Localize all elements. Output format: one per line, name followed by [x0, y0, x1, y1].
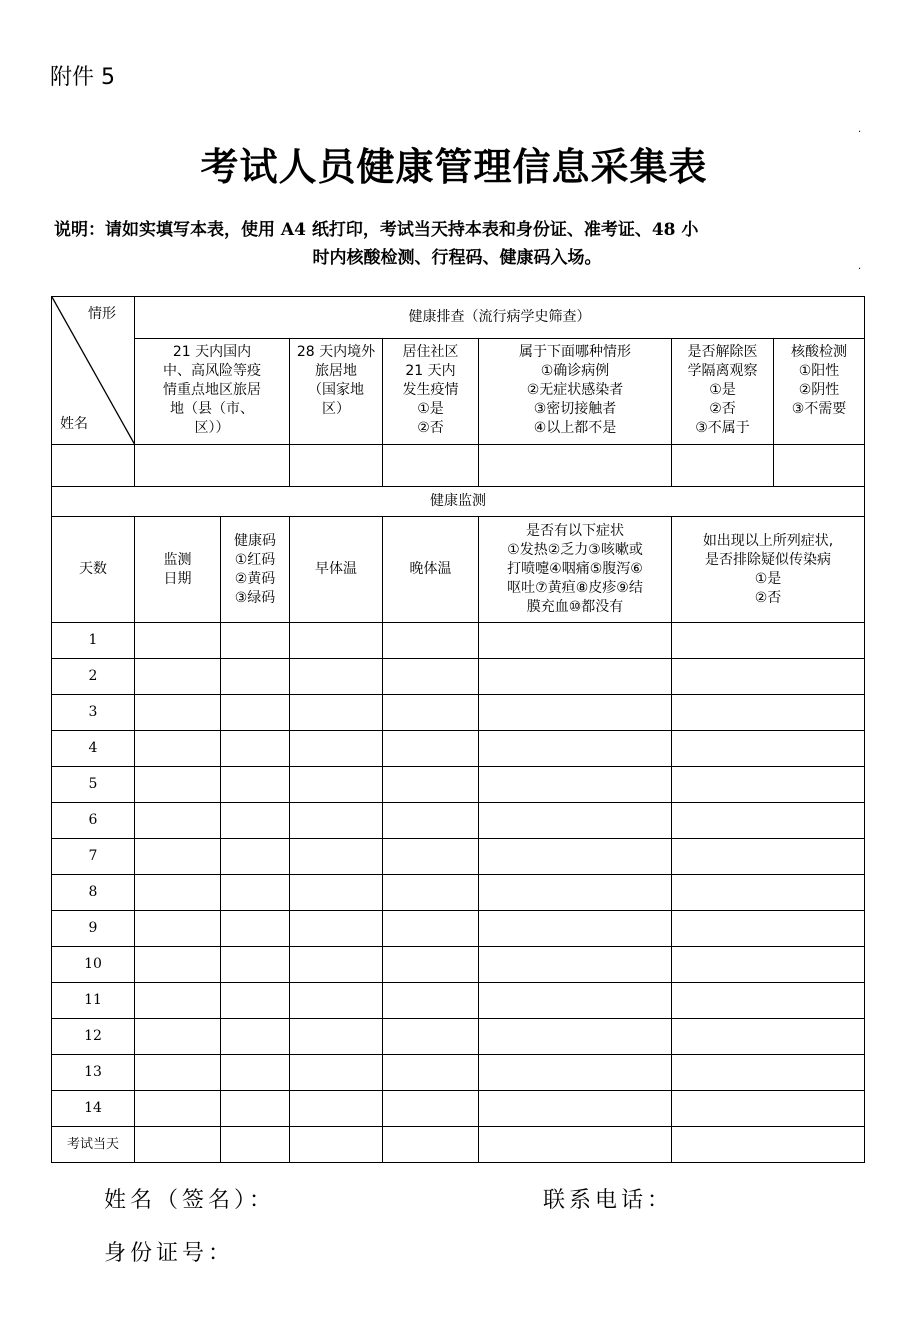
health-code-cell[interactable] — [221, 839, 290, 875]
evening-temp-cell[interactable] — [383, 1127, 479, 1163]
date-cell[interactable] — [135, 695, 221, 731]
day-label: 13 — [52, 1055, 135, 1091]
corner-situation-label: 情形 — [88, 306, 116, 322]
day-label: 考试当天 — [52, 1127, 135, 1163]
morning-temp-cell[interactable] — [290, 767, 383, 803]
evening-temp-cell[interactable] — [383, 731, 479, 767]
header-day: 天数 — [52, 517, 135, 623]
health-code-cell[interactable] — [221, 659, 290, 695]
symptoms-cell[interactable] — [479, 839, 672, 875]
symptoms-cell[interactable] — [479, 1091, 672, 1127]
monitoring-row — [52, 875, 865, 911]
header-community-outbreak: 居住社区 21 天内 发生疫情 ①是 ②否 — [383, 339, 479, 445]
monitoring-row — [52, 731, 865, 767]
header-date: 监测 日期 — [135, 517, 221, 623]
exclude-cell[interactable] — [672, 1055, 865, 1091]
evening-temp-cell[interactable] — [383, 1055, 479, 1091]
monitoring-row — [52, 911, 865, 947]
health-code-cell[interactable] — [221, 767, 290, 803]
date-cell[interactable] — [135, 1055, 221, 1091]
monitoring-row — [52, 839, 865, 875]
monitoring-row — [52, 659, 865, 695]
date-cell[interactable] — [135, 947, 221, 983]
symptoms-cell[interactable] — [479, 695, 672, 731]
header-case-status: 属于下面哪种情形 ①确诊病例 ②无症状感染者 ③密切接触者 ④以上都不是 — [479, 339, 672, 445]
date-cell[interactable] — [135, 839, 221, 875]
morning-temp-cell[interactable] — [290, 1019, 383, 1055]
health-code-cell[interactable] — [221, 803, 290, 839]
monitoring-row — [52, 1127, 865, 1163]
monitoring-row — [52, 623, 865, 659]
evening-temp-cell[interactable] — [383, 1019, 479, 1055]
screening-entry-row — [52, 445, 865, 487]
health-code-cell[interactable] — [221, 983, 290, 1019]
exclude-cell[interactable] — [672, 983, 865, 1019]
header-evening-temp: 晚体温 — [383, 517, 479, 623]
health-code-cell[interactable] — [221, 1091, 290, 1127]
evening-temp-cell[interactable] — [383, 623, 479, 659]
morning-temp-cell[interactable] — [290, 911, 383, 947]
evening-temp-cell[interactable] — [383, 767, 479, 803]
exclude-cell[interactable] — [672, 1019, 865, 1055]
header-symptoms: 是否有以下症状 ①发热②乏力③咳嗽或 打喷嚏④咽痛⑤腹泻⑥ 呕吐⑦黄疸⑧皮疹⑨结 膜充血⑩都没有 — [479, 517, 672, 623]
date-cell[interactable] — [135, 1019, 221, 1055]
overseas-travel-cell[interactable] — [290, 445, 383, 487]
day-label: 3 — [52, 695, 135, 731]
health-code-cell[interactable] — [221, 695, 290, 731]
header-quarantine-release: 是否解除医 学隔离观察 ①是 ②否 ③不属于 — [672, 339, 774, 445]
community-outbreak-cell[interactable] — [383, 445, 479, 487]
day-label: 6 — [52, 803, 135, 839]
monitoring-row — [52, 1055, 865, 1091]
instructions-line-2: 时内核酸检测、行程码、健康码入场。 — [312, 248, 602, 268]
morning-temp-cell[interactable] — [290, 947, 383, 983]
monitoring-rows — [52, 623, 865, 1163]
exclude-cell[interactable] — [672, 875, 865, 911]
exclude-cell[interactable] — [672, 803, 865, 839]
date-cell[interactable] — [135, 875, 221, 911]
monitoring-section-title: 健康监测 — [52, 487, 865, 517]
case-status-cell[interactable] — [479, 445, 672, 487]
symptoms-cell[interactable] — [479, 947, 672, 983]
date-cell[interactable] — [135, 1091, 221, 1127]
date-cell[interactable] — [135, 1127, 221, 1163]
morning-temp-cell[interactable] — [290, 1055, 383, 1091]
day-label: 12 — [52, 1019, 135, 1055]
exclude-cell[interactable] — [672, 1091, 865, 1127]
nucleic-test-cell[interactable] — [774, 445, 865, 487]
morning-temp-cell[interactable] — [290, 731, 383, 767]
health-form-table — [51, 296, 865, 1163]
exclude-cell[interactable] — [672, 839, 865, 875]
monitoring-row — [52, 947, 865, 983]
date-cell[interactable] — [135, 983, 221, 1019]
date-cell[interactable] — [135, 731, 221, 767]
day-label: 4 — [52, 731, 135, 767]
symptoms-cell[interactable] — [479, 731, 672, 767]
morning-temp-cell[interactable] — [290, 695, 383, 731]
monitoring-row — [52, 983, 865, 1019]
corner-header — [52, 297, 135, 445]
exclude-cell[interactable] — [672, 659, 865, 695]
instructions — [54, 216, 860, 272]
day-label: 2 — [52, 659, 135, 695]
morning-temp-cell[interactable] — [290, 659, 383, 695]
date-cell[interactable] — [135, 803, 221, 839]
symptoms-cell[interactable] — [479, 875, 672, 911]
evening-temp-cell[interactable] — [383, 947, 479, 983]
corner-name-label: 姓名 — [60, 416, 88, 432]
symptoms-cell[interactable] — [479, 1019, 672, 1055]
exclude-cell[interactable] — [672, 767, 865, 803]
header-overseas-travel: 28 天内境外 旅居地 （国家地 区） — [290, 339, 383, 445]
monitoring-row — [52, 803, 865, 839]
monitoring-row — [52, 1091, 865, 1127]
health-code-cell[interactable] — [221, 911, 290, 947]
symptoms-cell[interactable] — [479, 803, 672, 839]
symptoms-cell[interactable] — [479, 1055, 672, 1091]
day-label: 10 — [52, 947, 135, 983]
exclude-cell[interactable] — [672, 947, 865, 983]
day-label: 5 — [52, 767, 135, 803]
exclude-cell[interactable] — [672, 1127, 865, 1163]
date-cell[interactable] — [135, 767, 221, 803]
health-code-cell[interactable] — [221, 1055, 290, 1091]
symptoms-cell[interactable] — [479, 659, 672, 695]
morning-temp-cell[interactable] — [290, 1091, 383, 1127]
header-domestic-travel: 21 天内国内 中、高风险等疫 情重点地区旅居 地（县（市、 区）） — [135, 339, 290, 445]
exclude-cell[interactable] — [672, 911, 865, 947]
day-label: 9 — [52, 911, 135, 947]
evening-temp-cell[interactable] — [383, 659, 479, 695]
day-label: 8 — [52, 875, 135, 911]
symptoms-cell[interactable] — [479, 911, 672, 947]
header-nucleic-test: 核酸检测 ①阳性 ②阴性 ③不需要 — [774, 339, 865, 445]
footer-id-label: 身份证号： — [104, 1241, 235, 1266]
health-code-cell[interactable] — [221, 1019, 290, 1055]
date-cell[interactable] — [135, 911, 221, 947]
evening-temp-cell[interactable] — [383, 875, 479, 911]
evening-temp-cell[interactable] — [383, 695, 479, 731]
morning-temp-cell[interactable] — [290, 623, 383, 659]
exclude-cell[interactable] — [672, 623, 865, 659]
domestic-travel-cell[interactable] — [135, 445, 290, 487]
health-code-cell[interactable] — [221, 731, 290, 767]
date-cell[interactable] — [135, 659, 221, 695]
day-label: 1 — [52, 623, 135, 659]
footer-name-label: 姓名（签名）： — [104, 1188, 276, 1213]
morning-temp-cell[interactable] — [290, 983, 383, 1019]
health-code-cell[interactable] — [221, 875, 290, 911]
exclude-cell[interactable] — [672, 731, 865, 767]
evening-temp-cell[interactable] — [383, 911, 479, 947]
evening-temp-cell[interactable] — [383, 983, 479, 1019]
morning-temp-cell[interactable] — [290, 1127, 383, 1163]
exclude-cell[interactable] — [672, 695, 865, 731]
symptoms-cell[interactable] — [479, 623, 672, 659]
health-code-cell[interactable] — [221, 623, 290, 659]
evening-temp-cell[interactable] — [383, 839, 479, 875]
footer-phone-label: 联系电话： — [543, 1188, 674, 1213]
page-mark: . — [858, 261, 862, 272]
day-label: 14 — [52, 1091, 135, 1127]
morning-temp-cell[interactable] — [290, 803, 383, 839]
morning-temp-cell[interactable] — [290, 839, 383, 875]
morning-temp-cell[interactable] — [290, 875, 383, 911]
page-mark: . — [858, 124, 862, 135]
monitoring-row — [52, 1019, 865, 1055]
name-cell[interactable] — [52, 445, 135, 487]
form-title: 考试人员健康管理信息采集表 — [200, 144, 708, 189]
symptoms-cell[interactable] — [479, 767, 672, 803]
day-label: 11 — [52, 983, 135, 1019]
symptoms-cell[interactable] — [479, 1127, 672, 1163]
evening-temp-cell[interactable] — [383, 803, 479, 839]
monitoring-row — [52, 767, 865, 803]
instructions-line-1: 说明：请如实填写本表，使用 A4 纸打印，考试当天持本表和身份证、准考证、48 小 — [54, 220, 699, 240]
monitoring-row — [52, 695, 865, 731]
attachment-label: 附件 5 — [50, 65, 115, 90]
quarantine-release-cell[interactable] — [672, 445, 774, 487]
health-code-cell[interactable] — [221, 1127, 290, 1163]
health-code-cell[interactable] — [221, 947, 290, 983]
header-exclude-infection: 如出现以上所列症状, 是否排除疑似传染病 ①是 ②否 — [672, 517, 865, 623]
screening-section-title: 健康排查（流行病学史筛查） — [135, 297, 865, 339]
symptoms-cell[interactable] — [479, 983, 672, 1019]
evening-temp-cell[interactable] — [383, 1091, 479, 1127]
header-health-code: 健康码 ①红码 ②黄码 ③绿码 — [221, 517, 290, 623]
date-cell[interactable] — [135, 623, 221, 659]
day-label: 7 — [52, 839, 135, 875]
header-morning-temp: 早体温 — [290, 517, 383, 623]
